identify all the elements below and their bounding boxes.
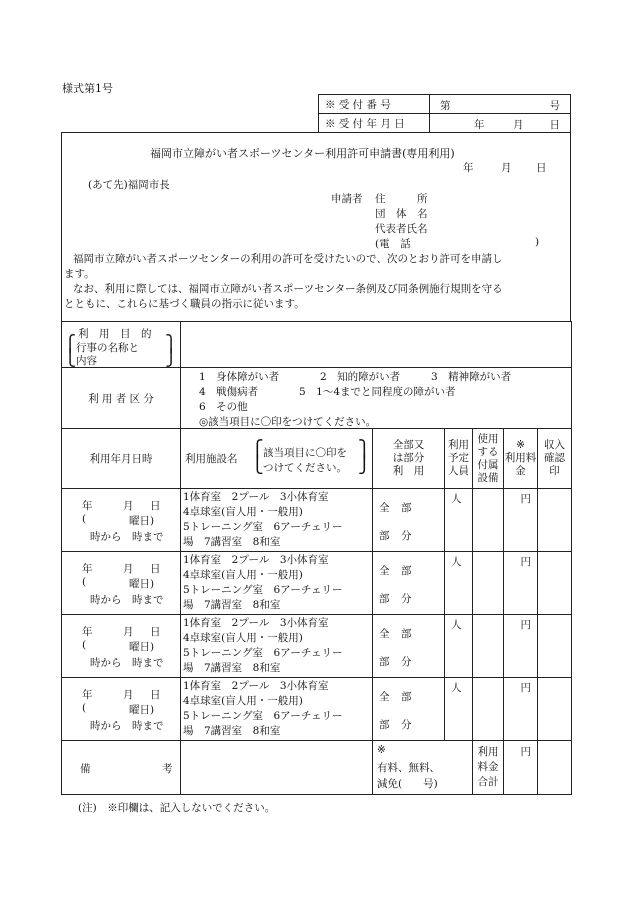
row-part-2: 分 [401, 656, 412, 668]
remarks-total-label [473, 741, 504, 795]
row-equipment[interactable] [473, 615, 504, 678]
row-planned[interactable] [445, 678, 473, 741]
application-date-day: 日 [536, 162, 547, 174]
remarks-total-yen: 円 [520, 746, 531, 758]
remarks-star: ※ [377, 744, 386, 756]
row-facility[interactable] [181, 552, 373, 615]
row-facility-line1: 1体育室 2プール 3小体育室 [183, 554, 329, 566]
row-weekday-open: ( [82, 576, 87, 588]
row-year: 年 [82, 626, 93, 638]
row-year: 年 [82, 689, 93, 701]
user-category-opt6[interactable]: 6 その他 [199, 401, 248, 413]
header-stamp-1: 収入 [544, 439, 565, 451]
row-fee [504, 678, 538, 741]
row-facility-line3: 5トレーニング室 6アーチェリー [183, 647, 343, 659]
purpose-label-line3: 内容 [76, 355, 97, 367]
header-equipment-3: 付属 [477, 458, 499, 471]
remarks-total-label-1: 利用 [477, 746, 499, 758]
row-all-part[interactable] [373, 489, 445, 552]
row-year: 年 [82, 563, 93, 575]
row-yen: 円 [520, 619, 531, 631]
row-weekday-open: ( [82, 702, 87, 714]
row-datetime[interactable] [62, 489, 181, 552]
body-text-line-3: なお、利用に際しては、福岡市立障がい者スポーツセンター条例及び同条例施行規則を守る [73, 283, 503, 295]
body-text-line-1: 福岡市立障がい者スポーツセンターの利用の許可を受けたいので、次のとおり許可を申請し [73, 253, 503, 265]
application-date-month: 月 [501, 162, 512, 174]
row-facility-line4: 場 7講習室 8和室 [183, 725, 281, 737]
header-all-part [373, 429, 445, 489]
row-day: 日 [150, 500, 161, 512]
receipt-date-day: 日 [549, 119, 560, 131]
row-facility-line1: 1体育室 2プール 3小体育室 [183, 617, 329, 629]
row-datetime[interactable] [62, 678, 181, 741]
row-time: 時から 時まで [90, 594, 164, 606]
remarks-reduction: 減免( 号) [377, 778, 438, 790]
row-facility-line2: 4卓球室(盲人用・一般用) [183, 632, 303, 644]
row-weekday: 曜日) [129, 641, 155, 653]
row-person-unit: 人 [451, 682, 462, 694]
application-date-year: 年 [463, 162, 474, 174]
row-time: 時から 時まで [90, 720, 164, 732]
row-facility-line3: 5トレーニング室 6アーチェリー [183, 584, 343, 596]
body-text-line-2: ます。 [64, 268, 95, 280]
purpose-bracket-left: ⎧ ⎩ [64, 334, 76, 367]
row-month: 月 [123, 563, 134, 575]
row-planned[interactable] [445, 615, 473, 678]
row-month: 月 [123, 500, 134, 512]
header-facility [181, 429, 373, 489]
purpose-input[interactable] [181, 322, 572, 368]
header-planned-2: 予定 [448, 452, 469, 464]
applicant-rep-label: 代表者氏名 [375, 223, 428, 235]
footnote: (注) ※印欄は、記入しないでください。 [78, 802, 276, 814]
application-table [61, 321, 572, 795]
receipt-table [318, 94, 571, 133]
user-category-note: ◎該当項目に〇印をつけてください。 [199, 416, 377, 428]
row-stamp [538, 552, 572, 615]
row-facility-line2: 4卓球室(盲人用・一般用) [183, 569, 303, 581]
applicant-label: 申請者 [331, 193, 363, 205]
row-all-part[interactable] [373, 678, 445, 741]
header-all-part-2: は部分 [392, 452, 425, 464]
row-weekday: 曜日) [129, 704, 155, 716]
header-facility-label: 利用施設名 [185, 453, 238, 465]
row-all-1: 全 [379, 502, 390, 514]
header-stamp-3: 印 [549, 465, 560, 477]
header-all-part-1: 全部又 [392, 439, 425, 451]
row-part-1: 部 [379, 530, 390, 542]
row-person-unit: 人 [451, 493, 462, 505]
header-stamp [538, 429, 572, 489]
applicant-phone-open: (電 話 [375, 238, 411, 250]
addressee: (あて先)福岡市長 [88, 179, 170, 191]
row-weekday-open: ( [82, 513, 87, 525]
row-part-2: 分 [401, 530, 412, 542]
row-all-2: 部 [401, 565, 412, 577]
receipt-number-prefix: 第 [440, 100, 451, 112]
applicant-address-label: 住 所 [375, 193, 428, 205]
row-time: 時から 時まで [90, 531, 164, 543]
row-weekday: 曜日) [129, 578, 155, 590]
remarks-fee-types: 有料、無料、 [377, 762, 440, 774]
header-planned-3: 人員 [448, 465, 469, 477]
row-facility[interactable] [181, 489, 373, 552]
header-facility-bracket-right: ⎫ ⎭ [358, 440, 371, 475]
row-facility-line1: 1体育室 2プール 3小体育室 [183, 680, 329, 692]
row-time: 時から 時まで [90, 657, 164, 669]
remarks-stamp [538, 741, 572, 795]
header-facility-note2: つけてください。 [263, 462, 347, 474]
row-equipment[interactable] [473, 552, 504, 615]
row-facility-line4: 場 7講習室 8和室 [183, 536, 281, 548]
row-part-1: 部 [379, 719, 390, 731]
remarks-label-right: 考 [162, 763, 173, 775]
row-all-part[interactable] [373, 615, 445, 678]
remarks-input[interactable] [181, 741, 373, 795]
row-fee [504, 615, 538, 678]
header-fee-2: 利用料 [504, 452, 537, 464]
purpose-label-cell [62, 322, 181, 368]
user-category-opt5[interactable]: 5 1～4までと同程度の障がい者 [299, 386, 456, 398]
row-planned[interactable] [445, 552, 473, 615]
row-facility-line4: 場 7講習室 8和室 [183, 599, 281, 611]
receipt-number-suffix: 号 [549, 100, 560, 112]
header-equipment-2: する [477, 445, 499, 458]
row-planned[interactable] [445, 489, 473, 552]
row-day: 日 [150, 563, 161, 575]
form-title: 福岡市立障がい者スポーツセンター利用許可申請書(専用利用) [150, 147, 455, 160]
table-row [62, 615, 572, 678]
user-category-opt1[interactable]: 1 身体障がい者 [199, 371, 280, 383]
purpose-bracket-right: ⎫ ⎭ [165, 334, 177, 367]
receipt-date-year: 年 [474, 119, 485, 131]
receipt-number-field [430, 95, 571, 114]
header-fee-1: ※ [516, 439, 525, 451]
row-facility-line3: 5トレーニング室 6アーチェリー [183, 710, 343, 722]
header-facility-bracket-left: ⎧ ⎩ [251, 440, 264, 475]
row-all-1: 全 [379, 565, 390, 577]
form-number-label: 様式第1号 [62, 82, 113, 95]
row-all-1: 全 [379, 691, 390, 703]
row-all-2: 部 [401, 691, 412, 703]
row-part-1: 部 [379, 656, 390, 668]
row-all-2: 部 [401, 502, 412, 514]
table-row [62, 678, 572, 741]
applicant-phone-close: ) [535, 236, 540, 248]
row-part-2: 分 [401, 719, 412, 731]
row-all-part[interactable] [373, 552, 445, 615]
user-category-label: 利 用 者 区 分 [62, 368, 181, 429]
header-all-part-3: 利 用 [392, 465, 425, 477]
row-yen: 円 [520, 682, 531, 694]
row-month: 月 [123, 689, 134, 701]
header-stamp-2: 確認 [544, 452, 565, 464]
row-yen: 円 [520, 493, 531, 505]
header-fee-3: 金 [515, 465, 526, 477]
header-fee [504, 429, 538, 489]
row-facility[interactable] [181, 678, 373, 741]
row-all-1: 全 [379, 628, 390, 640]
table-row [62, 552, 572, 615]
row-facility-line3: 5トレーニング室 6アーチェリー [183, 521, 343, 533]
purpose-label-line1: 利 用 目 的 [78, 328, 152, 340]
row-datetime[interactable] [62, 615, 181, 678]
header-equipment-1: 使用 [477, 432, 499, 445]
row-facility[interactable] [181, 615, 373, 678]
row-facility-line1: 1体育室 2プール 3小体育室 [183, 491, 329, 503]
table-row [62, 489, 572, 552]
row-facility-line2: 4卓球室(盲人用・一般用) [183, 695, 303, 707]
user-category-opt4[interactable]: 4 戦傷病者 [199, 386, 259, 398]
row-facility-line4: 場 7講習室 8和室 [183, 662, 281, 674]
remarks-total-label-2: 料金 [477, 761, 499, 773]
row-stamp [538, 615, 572, 678]
header-datetime: 利用年月日時 [62, 429, 181, 489]
row-stamp [538, 678, 572, 741]
row-equipment[interactable] [473, 678, 504, 741]
header-planned [445, 429, 473, 489]
row-day: 日 [150, 626, 161, 638]
receipt-number-label: ※ 受 付 番 号 [319, 95, 430, 114]
row-fee [504, 489, 538, 552]
header-equipment [473, 429, 504, 489]
row-facility-line2: 4卓球室(盲人用・一般用) [183, 506, 303, 518]
body-text-line-4: とともに、これらに基づく職員の指示に従います。 [64, 298, 305, 310]
remarks-fee-type [373, 741, 473, 795]
user-category-options[interactable] [181, 368, 572, 429]
remarks-label [62, 741, 181, 795]
row-datetime[interactable] [62, 552, 181, 615]
row-month: 月 [123, 626, 134, 638]
purpose-label-line2: 行事の名称と [76, 342, 139, 354]
row-person-unit: 人 [451, 619, 462, 631]
applicant-group-label: 団 体 名 [375, 208, 428, 220]
row-person-unit: 人 [451, 556, 462, 568]
remarks-label-left: 備 [80, 763, 91, 775]
header-facility-note1: 該当項目に〇印を [263, 447, 347, 459]
header-planned-1: 利用 [448, 439, 469, 451]
row-day: 日 [150, 689, 161, 701]
row-weekday-open: ( [82, 639, 87, 651]
receipt-date-month: 月 [513, 119, 524, 131]
header-equipment-4: 設備 [477, 471, 499, 484]
row-all-2: 部 [401, 628, 412, 640]
row-fee [504, 552, 538, 615]
row-part-1: 部 [379, 593, 390, 605]
row-weekday: 曜日) [129, 515, 155, 527]
remarks-total-value [504, 741, 538, 795]
row-equipment[interactable] [473, 489, 504, 552]
user-category-opt2[interactable]: 2 知的障がい者 [320, 371, 401, 383]
row-yen: 円 [520, 556, 531, 568]
row-part-2: 分 [401, 593, 412, 605]
user-category-opt3[interactable]: 3 精神障がい者 [431, 371, 512, 383]
remarks-total-label-3: 合計 [477, 776, 499, 788]
receipt-date-label: ※ 受 付 年 月 日 [319, 114, 430, 133]
row-year: 年 [82, 500, 93, 512]
row-stamp [538, 489, 572, 552]
receipt-date-field [430, 114, 571, 133]
